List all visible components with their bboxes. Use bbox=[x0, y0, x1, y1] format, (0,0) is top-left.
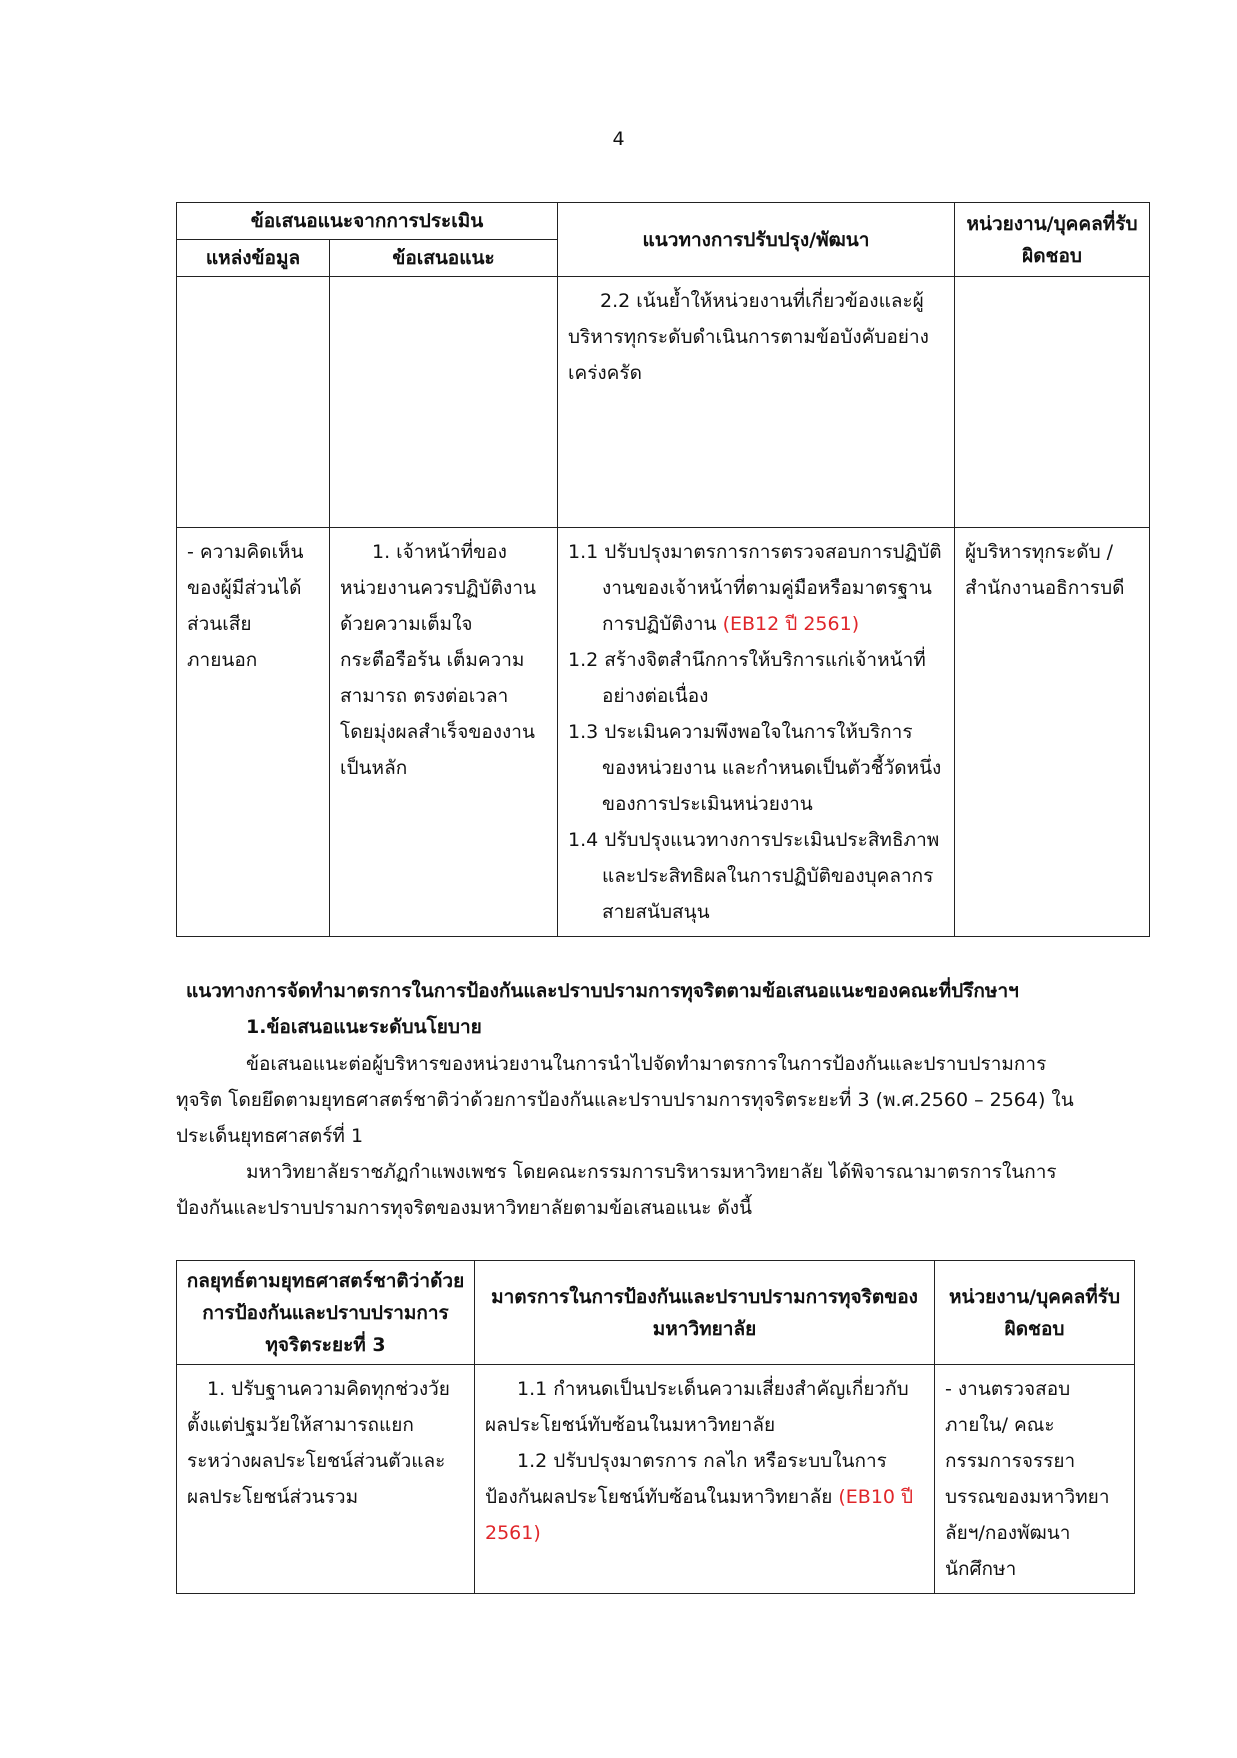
measures-table bbox=[176, 1260, 1135, 1594]
approach-item: 1.1 ปรับปรุงมาตรการการตรวจสอบการปฏิบัติงานของเจ้าหน้าที่ตามคู่มือหรือมาตรฐานการปฏิบัติงาน (EB12 ปี 2561) bbox=[568, 541, 942, 635]
approach-item: 1.4 ปรับปรุงแนวทางการประเมินประสิทธิภาพและประสิทธิผลในการปฏิบัติของบุคลากรสายสนับสนุน bbox=[568, 829, 940, 923]
header-measures: มาตรการในการป้องกันและปราบปรามการทุจริตของมหาวิทยาลัย bbox=[475, 1261, 935, 1365]
approach-item: 1.2 สร้างจิตสำนึกการให้บริการแก่เจ้าหน้าที่อย่างต่อเนื่อง bbox=[568, 649, 926, 707]
paragraph: มหาวิทยาลัยราชภัฏกำแพงเพชร โดยคณะกรรมการบริหารมหาวิทยาลัย ได้พิจารณามาตรการในการป้องกันและปราบปรามการทุจริตของมหาวิทยาลัยตามข้อเสนอแนะ ดังนี้ bbox=[176, 1161, 1057, 1219]
header-recommendation: ข้อเสนอแนะ bbox=[330, 240, 558, 277]
header-strategy: กลยุทธ์ตามยุทธศาสตร์ชาติว่าด้วยการป้องกันและปราบปรามการทุจริตระยะที่ 3 bbox=[177, 1261, 475, 1365]
eb-tag: (EB12 ปี 2561) bbox=[722, 613, 860, 635]
responsible-cell: ผู้บริหารทุกระดับ /สำนักงานอธิการบดี bbox=[955, 528, 1150, 937]
section-title: แนวทางการจัดทำมาตรการในการป้องกันและปราบปรามการทุจริตตามข้อเสนอแนะของคณะที่ปรึกษาฯ bbox=[186, 980, 1019, 1002]
source-cell: - ความคิดเห็นของผู้มีส่วนได้ส่วนเสียภายนอก bbox=[177, 528, 330, 937]
header-approach: แนวทางการปรับปรุง/พัฒนา bbox=[558, 203, 955, 277]
table-row bbox=[177, 528, 1150, 937]
evaluation-table bbox=[176, 202, 1150, 937]
table-row bbox=[177, 277, 1150, 528]
eb-tag: (EB10 ปี 2561) bbox=[485, 1486, 914, 1544]
paragraph: ข้อเสนอแนะต่อผู้บริหารของหน่วยงานในการนำไปจัดทำมาตรการในการป้องกันและปราบปรามการทุจริต โดยยึดตามยุทธศาสตร์ชาติว่าด้วยการป้องกันและปราบปรามการทุจริตระยะที่ 3 (พ.ศ.2560 – 2564) ในประเด็นยุทธศาสตร์ที่ 1 bbox=[176, 1053, 1074, 1147]
section-subtitle: 1.ข้อเสนอแนะระดับนโยบาย bbox=[246, 1016, 482, 1038]
measure-item: 1.1 กำหนดเป็นประเด็นความเสี่ยงสำคัญเกี่ยวกับผลประโยชน์ทับซ้อนในมหาวิทยาลัย bbox=[485, 1378, 909, 1436]
measure-item: 1.2 ปรับปรุงมาตรการ กลไก หรือระบบในการป้องกันผลประโยชน์ทับซ้อนในมหาวิทยาลัย (EB10 ปี 2561) bbox=[485, 1450, 914, 1544]
strategy-cell: 1. ปรับฐานความคิดทุกช่วงวัยตั้งแต่ปฐมวัยให้สามารถแยกระหว่างผลประโยชน์ส่วนตัวและผลประโยชน์ส่วนรวม bbox=[177, 1365, 475, 1594]
approach-item: 2.2 เน้นย้ำให้หน่วยงานที่เกี่ยวข้องและผู้บริหารทุกระดับดำเนินการตามข้อบังคับอย่างเคร่งครัด bbox=[568, 290, 929, 384]
page-number: 4 bbox=[612, 128, 625, 150]
header-recommendation-group: ข้อเสนอแนะจากการประเมิน bbox=[177, 203, 558, 240]
measures-cell bbox=[475, 1365, 935, 1594]
recommendation-cell: 1. เจ้าหน้าที่ของหน่วยงานควรปฏิบัติงานด้วยความเต็มใจ กระตือรือร้น เต็มความสามารถ ตรงต่อเวลา โดยมุ่งผลสำเร็จของงานเป็นหลัก bbox=[330, 528, 558, 937]
header-responsible: หน่วยงาน/บุคคลที่รับผิดชอบ bbox=[935, 1261, 1135, 1365]
approach-cell bbox=[558, 528, 955, 937]
header-source: แหล่งข้อมูล bbox=[177, 240, 330, 277]
responsible-cell: - งานตรวจสอบภายใน/ คณะกรรมการจรรยาบรรณของมหาวิทยาลัยฯ/กองพัฒนานักศึกษา bbox=[935, 1365, 1135, 1594]
table-row bbox=[177, 1365, 1135, 1594]
approach-item: 1.3 ประเมินความพึงพอใจในการให้บริการของหน่วยงาน และกำหนดเป็นตัวชี้วัดหนึ่งของการประเมินหน่วยงาน bbox=[568, 721, 942, 815]
header-responsible: หน่วยงาน/บุคคลที่รับผิดชอบ bbox=[955, 203, 1150, 277]
